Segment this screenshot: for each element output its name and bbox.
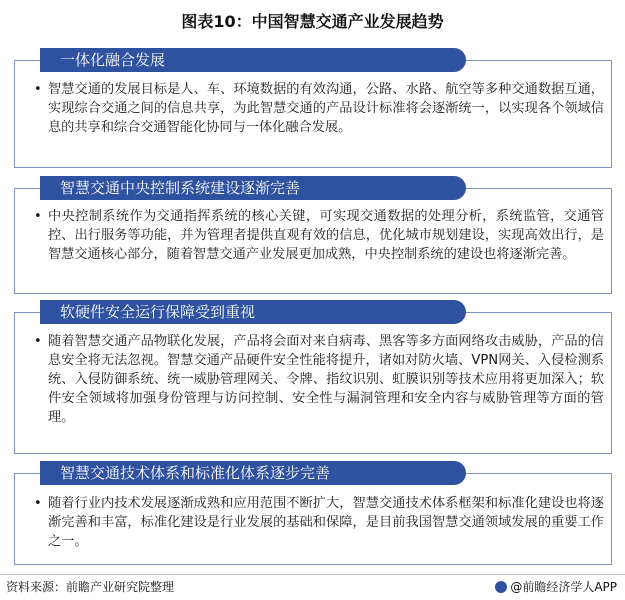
section-text-1: 智慧交通的发展目标是人、车、环境数据的有效沟通，公路、水路、航空等多种交通数据互通，实现综合交通之间的信息共享，为此智慧交通的产品设计标准将会逐渐统一，以实现各个领域信息的共享和综合交通智能化协同与一体化融合发展。 [48,82,604,135]
section-heading-3: 软硬件安全运行保障受到重视 [46,300,466,324]
brand-logo-icon [495,581,507,593]
section-heading-4: 智慧交通技术体系和标准化体系逐步完善 [46,461,466,485]
section-text-3: 随着智慧交通产品物联化发展，产品将会面对来自病毒、黑客等多方面网络攻击威胁，产品的信息安全将无法忽视。智慧交通产品硬件安全性能将提升，诸如对防火墙、VPN网关、入侵检测系统、入侵防御系统、统一威胁管理网关、令牌、指纹识别、虹膜识别等技术应用将更加深入；软件安全领域将加强身份管理与访问控制、安全性与漏洞管理和安全内容与威胁管理等方面的管理。 [48,334,604,425]
bullet-icon: • [34,496,42,511]
section-text-4: 随着行业内技术发展逐渐成熟和应用范围不断扩大，智慧交通技术体系框架和标准化建设也将逐渐完善和丰富，标准化建设是行业发展的基础和保障，是目前我国智慧交通领域发展的重要工作之一。 [48,496,604,549]
source-note: 资料来源：前瞻产业研究院整理 [6,580,175,594]
brand-text: @前瞻经济学人APP [510,580,617,594]
page-title: 图表10：中国智慧交通产业发展趋势 [181,12,444,31]
bullet-icon: • [34,209,42,224]
bullet-icon: • [34,82,42,97]
section-text-2: 中央控制系统作为交通指挥系统的核心关键，可实现交通数据的处理分析，系统监管，交通管控、出行服务等功能，并为管理者提供直观有效的信息，优化城市规划建设，实现高效出行，是智慧交通核心部分，随着智慧交通产业发展更加成熟，中央控制系统的建设也将逐渐完善。 [48,209,604,262]
brand-credit [495,578,617,595]
section-heading-1: 一体化融合发展 [46,48,466,72]
bullet-icon: • [34,334,42,349]
section-heading-2: 智慧交通中央控制系统建设逐渐完善 [46,176,466,200]
footer [0,574,625,595]
